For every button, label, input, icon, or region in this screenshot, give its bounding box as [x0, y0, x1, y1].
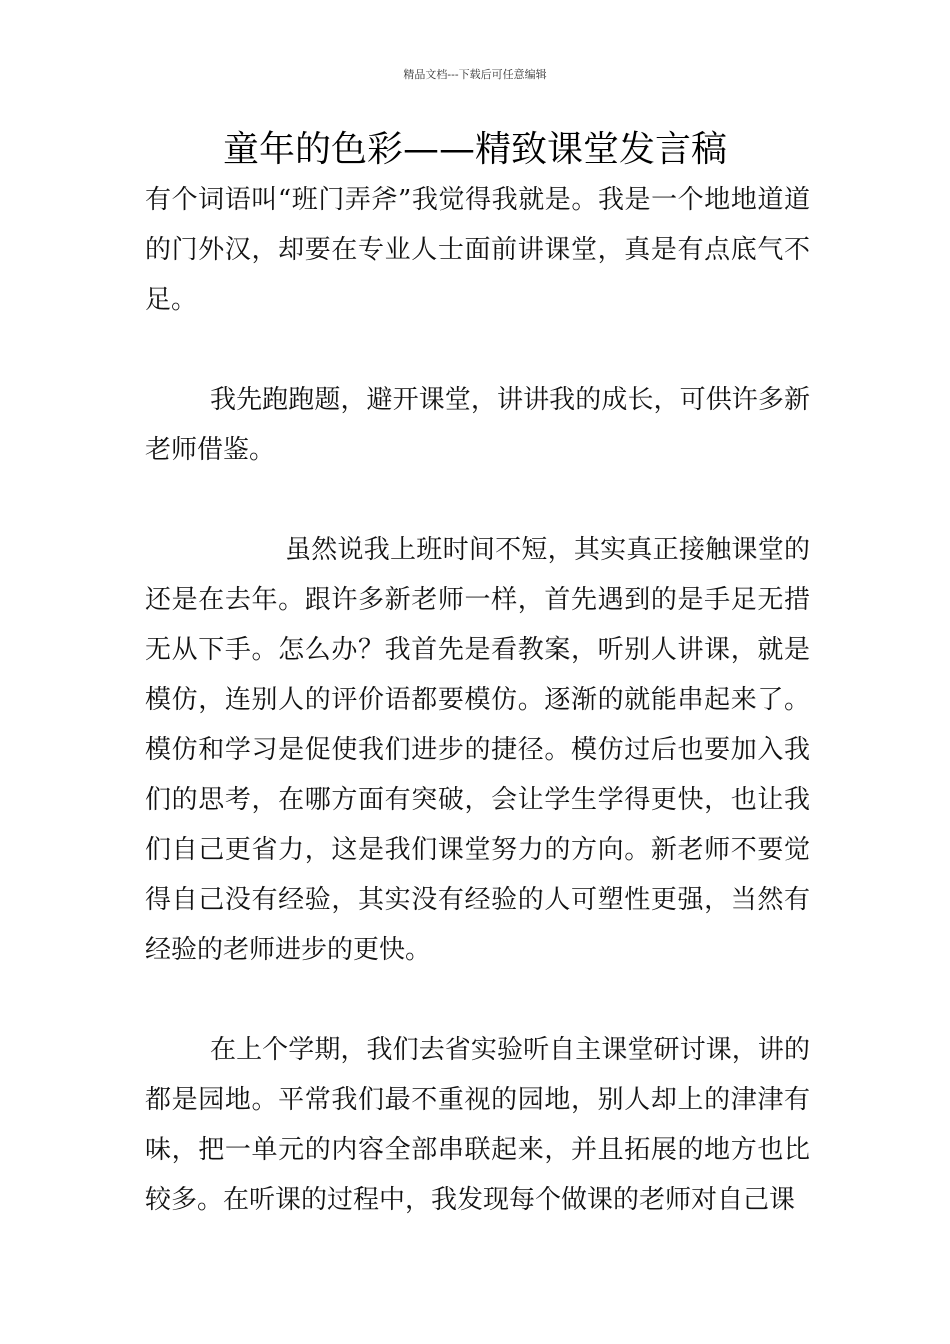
document-title: 童年的色彩——精致课堂发言稿 [222, 129, 727, 170]
page-header: 精品文档---下载后可任意编辑 [403, 68, 547, 81]
paragraph-last-semester: 在上个学期，我们去省实验听自主课堂研讨课，讲的都是园地。平常我们最不重视的园地，别人却上的津津有味，把一单元的内容全部串联起来，并且拓展的地方也比较多。在听课的过程中，我发现每个做课的老师对自己课 [145, 1035, 810, 1215]
document-body [145, 175, 810, 1225]
paragraph-intro: 有个词语叫“班门弄斧”我觉得我就是。我是一个地地道道的门外汉，却要在专业人士面前讲课堂，真是有点底气不足。 [145, 185, 810, 315]
paragraph-growth: 我先跑跑题，避开课堂，讲讲我的成长，可供许多新老师借鉴。 [145, 385, 810, 465]
paragraph-experience: 虽然说我上班时间不短，其实真正接触课堂的还是在去年。跟许多新老师一样，首先遇到的是手足无措无从下手。怎么办？我首先是看教案，听别人讲课，就是模仿，连别人的评价语都要模仿。逐渐的就能串起来了。模仿和学习是促使我们进步的捷径。模仿过后也要加入我们的思考，在哪方面有突破，会让学生学得更快，也让我们自己更省力，这是我们课堂努力的方向。新老师不要觉得自己没有经验，其实没有经验的人可塑性更强，当然有经验的老师进步的更快。 [145, 535, 810, 965]
